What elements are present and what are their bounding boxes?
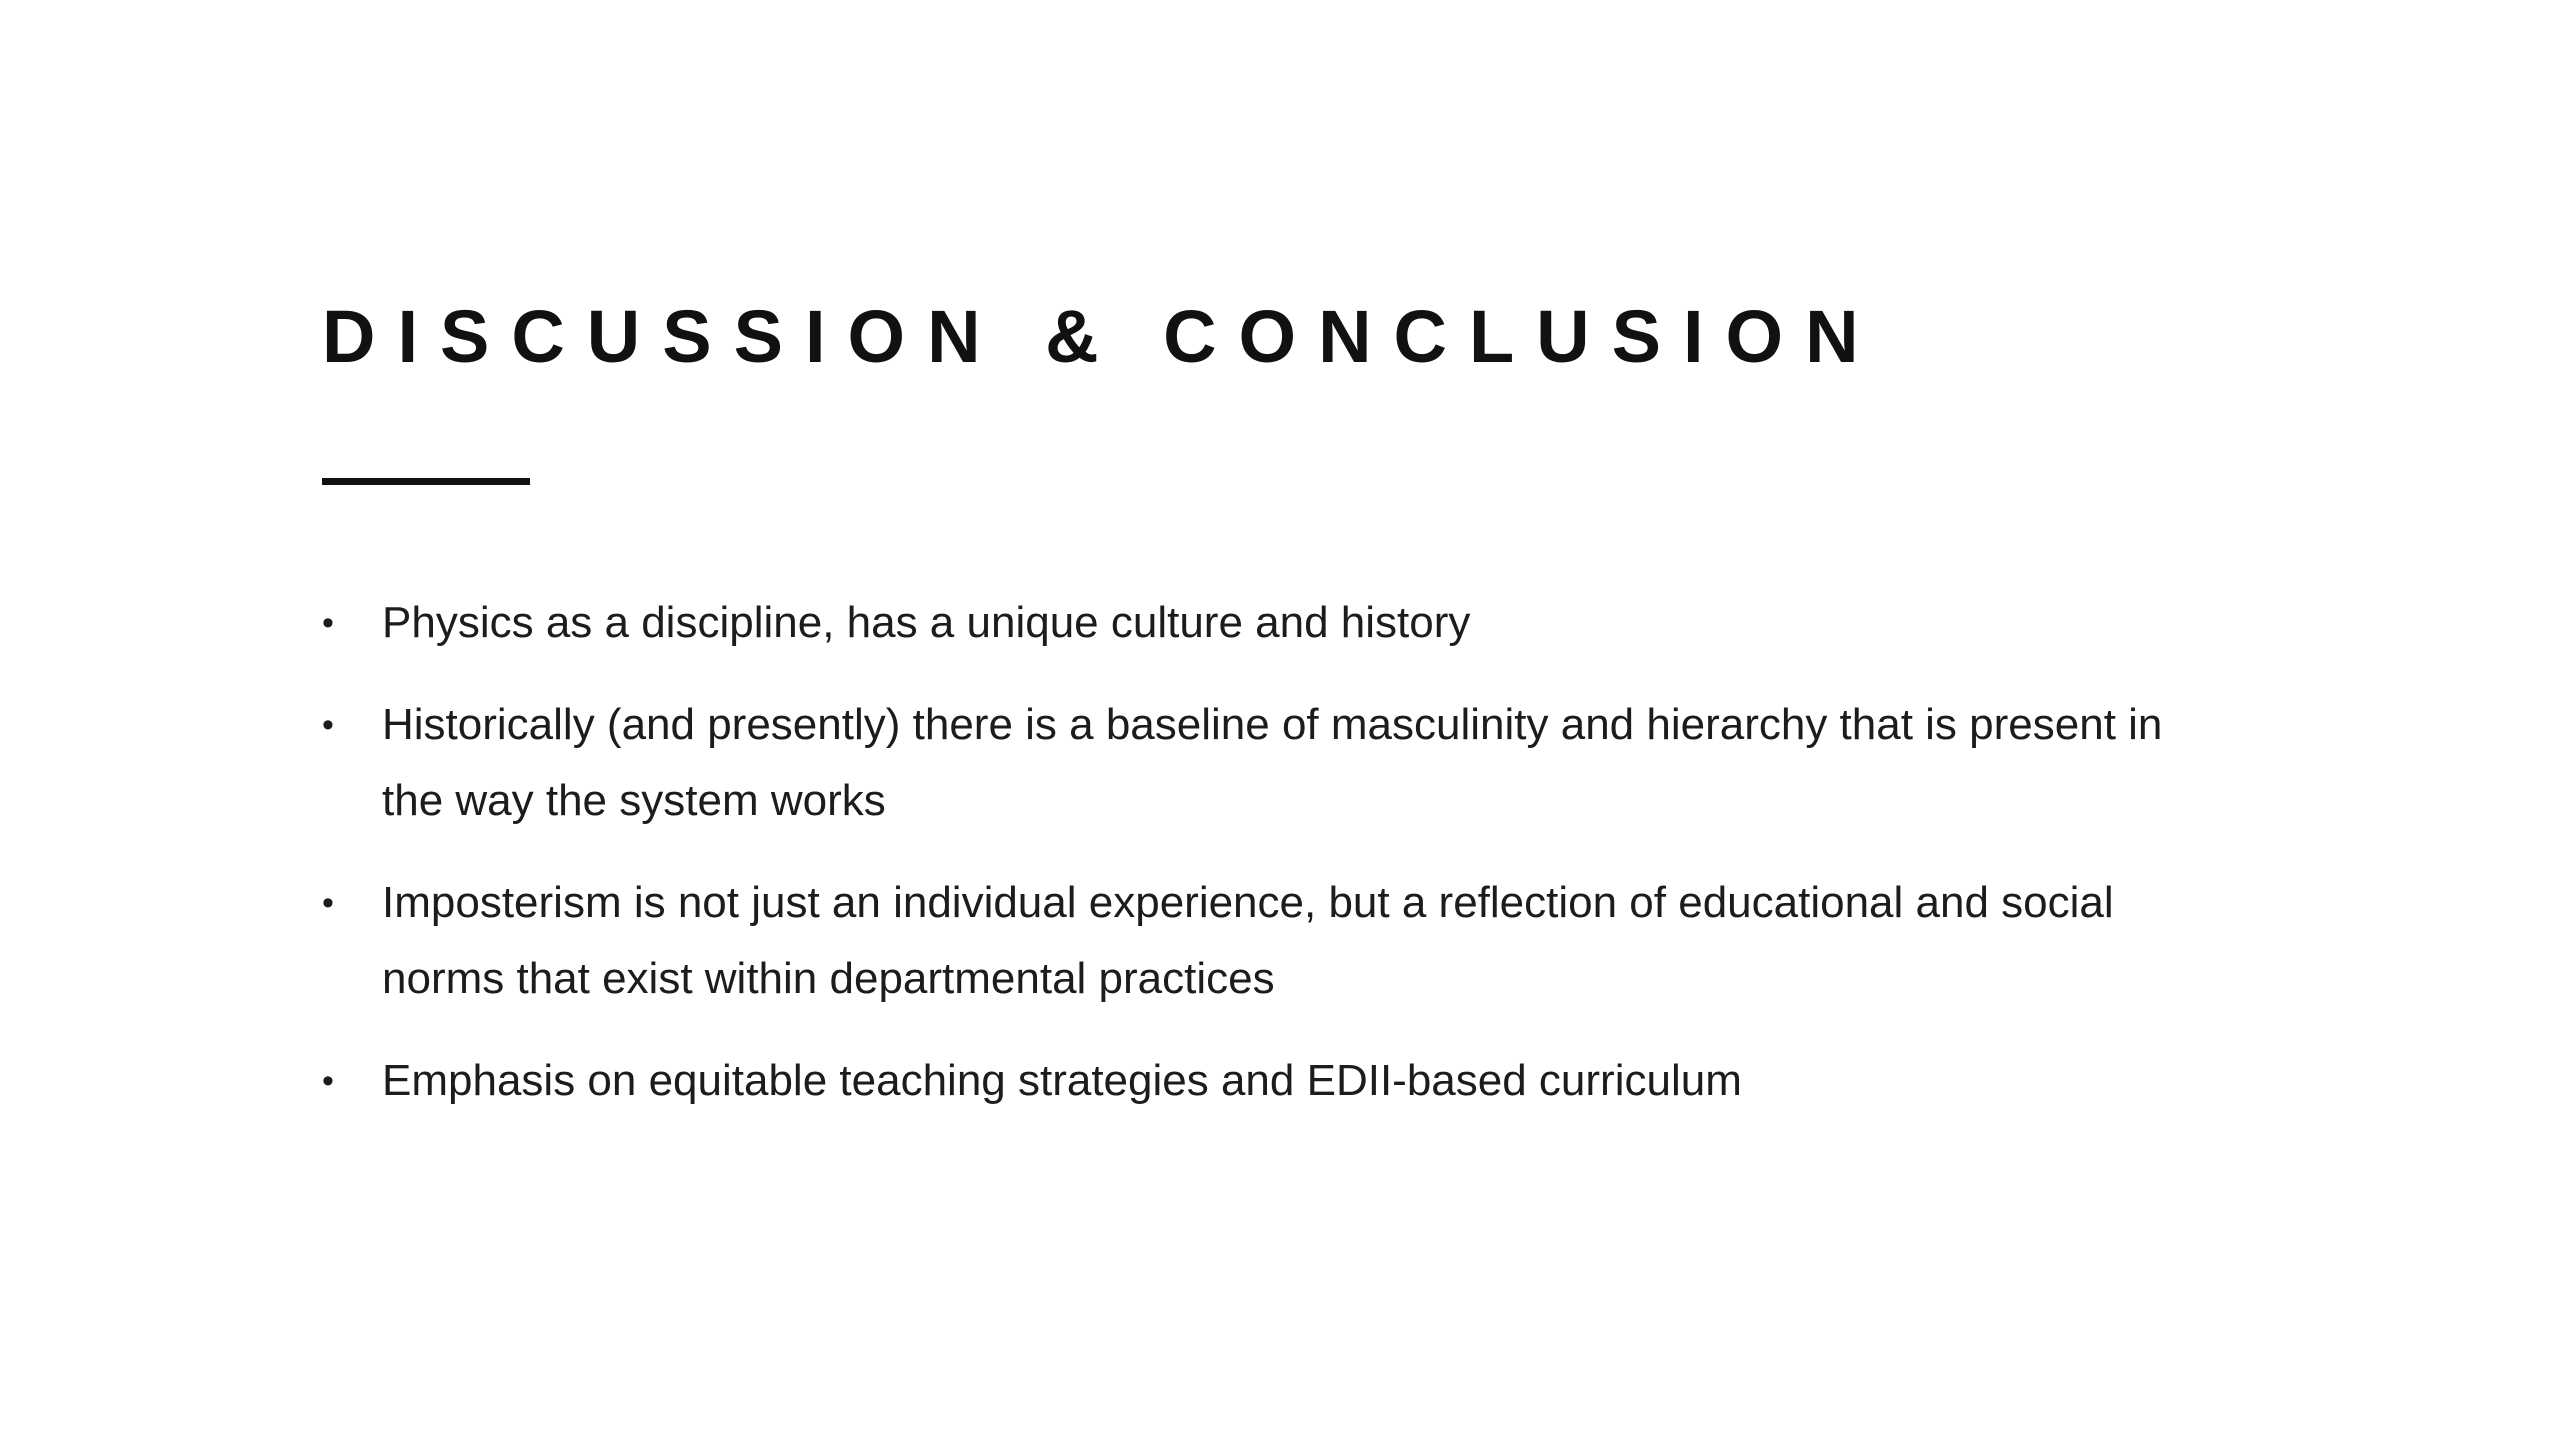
bullet-icon: •: [322, 604, 334, 642]
title-underline: [322, 478, 530, 485]
bullet-text: Imposterism is not just an individual experience, but a reflection of educational and social norms that exist within departmental practices: [382, 878, 2114, 1003]
bullet-item: [322, 865, 2222, 1017]
bullet-icon: •: [322, 706, 334, 744]
bullet-icon: •: [322, 884, 334, 922]
bullet-list: [322, 585, 2222, 1145]
bullet-icon: •: [322, 1062, 334, 1100]
bullet-text: Physics as a discipline, has a unique culture and history: [382, 598, 1471, 647]
bullet-text: Emphasis on equitable teaching strategies and EDII-based curriculum: [382, 1056, 1742, 1105]
bullet-item: [322, 687, 2222, 839]
slide-title: DISCUSSION & CONCLUSION: [322, 295, 1881, 378]
bullet-item: [322, 1043, 2222, 1119]
bullet-item: [322, 585, 2222, 661]
bullet-text: Historically (and presently) there is a baseline of masculinity and hierarchy that is present in the way the system works: [382, 700, 2163, 825]
